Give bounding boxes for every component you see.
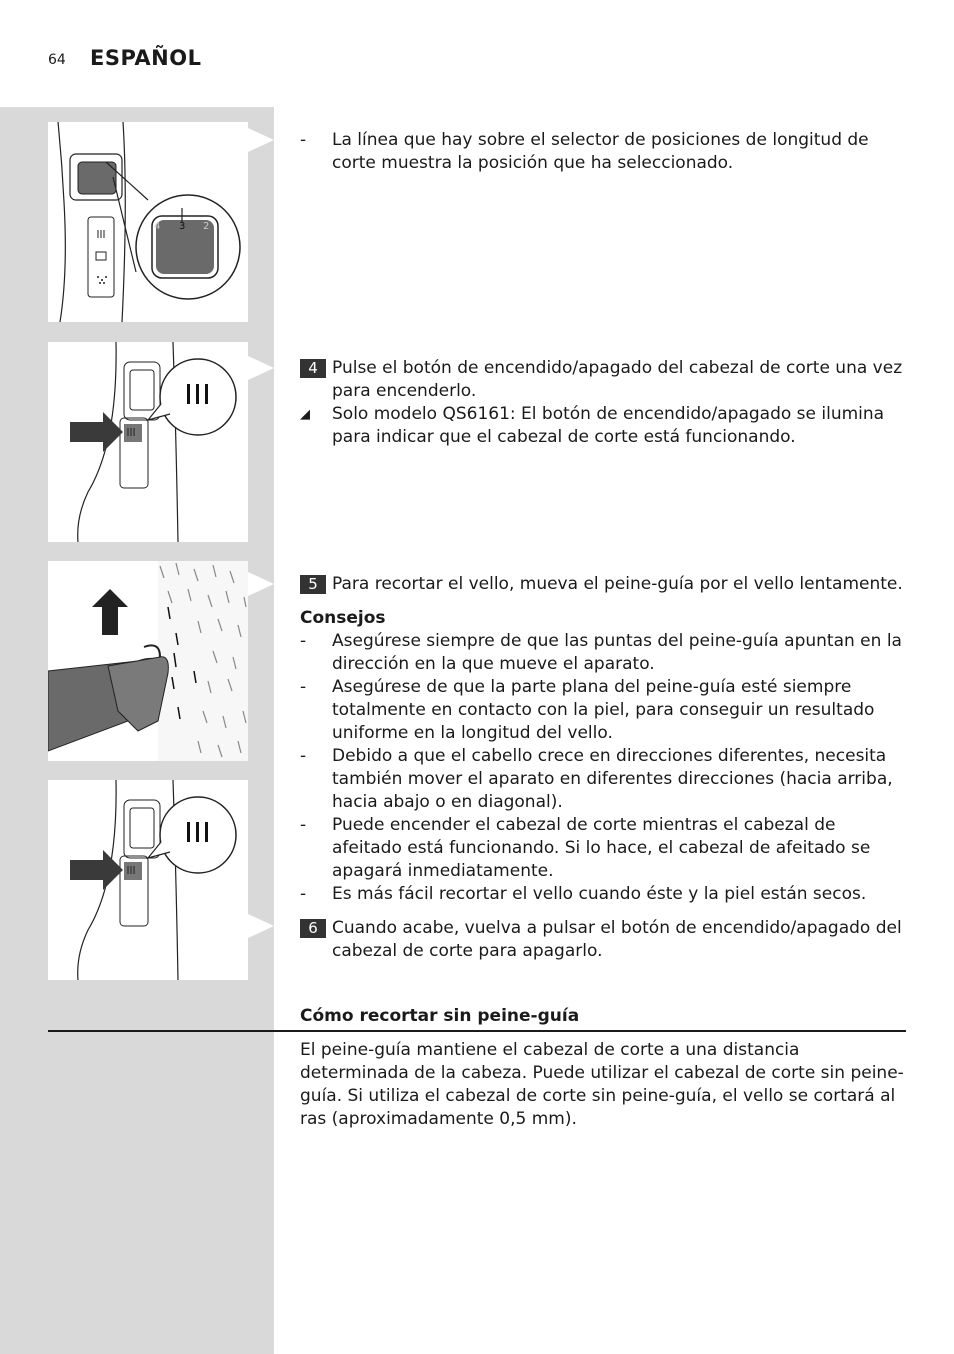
step-6-badge: 6 [300,919,326,938]
tip-item: Es más fácil recortar el vello cuando éste y la piel están secos. [332,884,867,904]
figure-press-button-off [48,780,248,980]
figure-pointer [248,128,274,152]
language-heading: ESPAÑOL [90,46,202,70]
tip-item: Asegúrese de que la parte plana del peine-guía esté siempre totalmente en contacto con la piel, para conseguir un resultado uniforme en la longitud del vello. [332,677,875,743]
model-note-text: : El botón de encendido/apagado se ilumina para indicar que el cabezal de corte está funcionando. [332,404,885,447]
figure-pointer [248,914,274,938]
tips-heading: Consejos [300,608,386,628]
step-6-text: Cuando acabe, vuelva a pulsar el botón de encendido/apagado del cabezal de corte para apagarlo. [332,918,902,961]
triangle-bullet-icon: ◢ [300,407,310,422]
page-number: 64 [48,52,66,68]
tip-item: Debido a que el cabello crece en direcciones diferentes, necesita también mover el aparato en diferentes direcciones (hacia arriba, hacia abajo o en diagonal). [332,746,893,812]
section-divider [48,1030,906,1032]
figure-press-button [48,342,248,542]
figure-length-selector [48,122,248,322]
figure-pointer [248,356,274,380]
dial-label-4: 4 [154,221,161,232]
dial-label-2: 2 [203,221,210,232]
figure-trimming [48,561,248,761]
tip-item: Puede encender el cabezal de corte mientras el cabezal de afeitado está funcionando. Si lo hace, el cabezal de afeitado se apagará inmediatamente. [332,815,871,881]
model-note-lead: Solo modelo QS6161 [332,404,510,424]
dial-label-3: 3 [179,221,186,232]
section-heading-no-comb: Cómo recortar sin peine-guía [300,1006,580,1026]
selector-bullet-text: La línea que hay sobre el selector de posiciones de longitud de corte muestra la posición que ha seleccionado. [332,130,869,173]
length-selector-note: - La línea que hay sobre el selector de posiciones de longitud de corte muestra la posición que ha seleccionado. [300,130,869,173]
step-5-block: 5 Para recortar el vello, mueva el peine-guía por el vello lentamente. Consejos - Asegúrese siempre de que las puntas del peine-guía apuntan en la dirección en la que mueve el aparato. - Asegúrese de que la parte plana del peine-guía esté siempre totalmente en contacto con la piel, para conseguir un resultado uniforme en la longitud del vello. - Debido a que el cabello crece en direcciones diferentes, necesita también mover el aparato en diferentes direcciones (hacia arriba, hacia abajo o en diagonal). - Puede encender el cabezal de corte mientras el cabezal de afeitado está funcionando. Si lo hace, el cabezal de afeitado se apagará inmediatamente. - Es más fácil recortar el vello cuando éste y la piel están secos. 6 Cuando acabe, vuelva a pulsar el botón de encendido/apagado del cabezal de corte para apagarlo. [300,573,910,963]
step-5-badge: 5 [300,575,326,594]
tip-item: Asegúrese siempre de que las puntas del peine-guía apuntan en la dirección en la que mueve el aparato. [332,631,902,674]
step-4-badge: 4 [300,359,326,378]
step-4-text: Pulse el botón de encendido/apagado del cabezal de corte una vez para encenderlo. [332,358,903,401]
no-comb-paragraph: El peine-guía mantiene el cabezal de corte a una distancia determinada de la cabeza. Puede utilizar el cabezal de corte sin peine-guía. Si utiliza el cabezal de corte sin peine-guía, el vello se cortará al ras (aproximadamente 0,5 mm). [300,1040,904,1129]
step-5-text: Para recortar el vello, mueva el peine-guía por el vello lentamente. [332,574,903,594]
step-4-block [300,357,910,449]
figure-pointer [248,572,274,596]
